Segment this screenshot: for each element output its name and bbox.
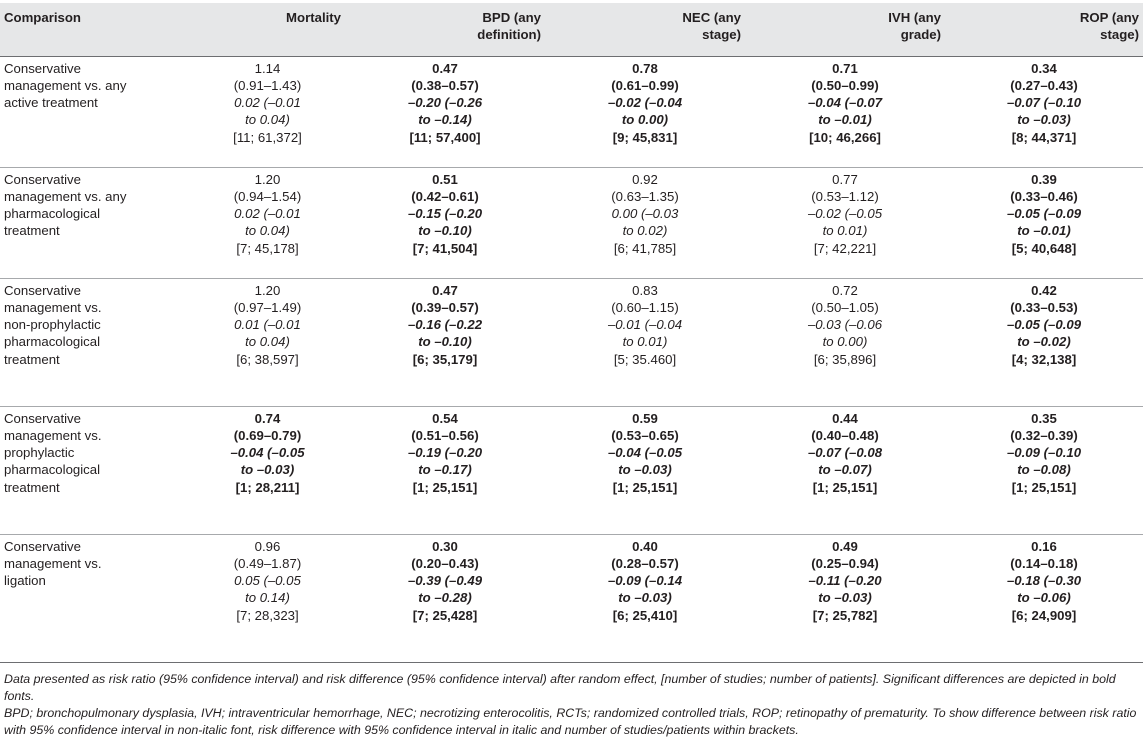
risk-difference: –0.18 (–0.30	[1006, 573, 1082, 589]
comparison-cell	[0, 167, 190, 278]
value-cell	[190, 534, 345, 652]
comparison-line: Conservative	[4, 538, 81, 554]
risk-ratio-ci: (0.28–0.57)	[611, 555, 679, 571]
risk-ratio: 0.92	[632, 171, 658, 187]
study-count: [11; 57,400]	[409, 129, 481, 145]
risk-difference: –0.15 (–0.20	[407, 206, 483, 222]
risk-difference: 0.05 (–0.05	[234, 573, 301, 589]
study-count: [6; 38,597]	[236, 351, 299, 367]
risk-ratio: 0.40	[632, 538, 658, 554]
study-count: [5; 40,648]	[1011, 240, 1077, 256]
value-cell	[745, 56, 945, 167]
study-count: [11; 61,372]	[233, 129, 302, 145]
risk-difference: –0.09 (–0.14	[607, 573, 683, 589]
risk-ratio-ci: (0.97–1.49)	[233, 299, 302, 315]
risk-difference: –0.03 (–0.06	[807, 317, 883, 333]
risk-ratio: 0.47	[432, 60, 458, 76]
risk-difference-ci: to –0.03)	[818, 590, 872, 606]
table-row	[0, 278, 1143, 406]
header-nec-line: NEC (any	[682, 10, 741, 25]
value-cell	[745, 534, 945, 652]
table-row	[0, 56, 1143, 167]
study-count: [6; 24,909]	[1011, 607, 1077, 623]
comparison-line: active treatment	[4, 95, 98, 111]
value-cell	[345, 56, 545, 167]
header-ivh-line: IVH (any	[888, 10, 941, 25]
risk-ratio: 0.72	[832, 282, 858, 298]
risk-difference: –0.05 (–0.09	[1006, 317, 1082, 333]
risk-difference: –0.07 (–0.08	[807, 445, 883, 461]
risk-ratio: 0.78	[632, 60, 658, 76]
comparison-line: Conservative	[4, 282, 81, 298]
risk-ratio-ci: (0.20–0.43)	[411, 555, 479, 571]
risk-ratio: 0.77	[832, 171, 858, 187]
risk-difference-ci: to –0.03)	[240, 462, 295, 478]
risk-difference-ci: to –0.01)	[1017, 223, 1071, 239]
risk-difference-ci: to 0.04)	[245, 334, 290, 350]
table-row	[0, 406, 1143, 534]
comparison-line: treatment	[4, 479, 60, 495]
risk-difference: –0.04 (–0.07	[807, 95, 883, 111]
risk-ratio-ci: (0.69–0.79)	[233, 427, 302, 443]
comparison-line: prophylactic	[4, 445, 75, 461]
risk-difference-ci: to –0.07)	[818, 462, 872, 478]
study-count: [7; 45,178]	[236, 240, 299, 256]
risk-ratio-ci: (0.25–0.94)	[811, 555, 879, 571]
comparison-cell	[0, 56, 190, 167]
table-row	[0, 167, 1143, 278]
comparison-line: Conservative	[4, 171, 81, 187]
risk-ratio-ci: (0.61–0.99)	[611, 77, 679, 93]
study-count: [6; 25,410]	[612, 607, 678, 623]
comparison-cell	[0, 278, 190, 406]
risk-ratio-ci: (0.33–0.53)	[1010, 299, 1078, 315]
risk-ratio: 0.74	[254, 410, 281, 426]
risk-difference-ci: to –0.17)	[418, 462, 472, 478]
value-cell	[345, 534, 545, 652]
risk-ratio: 0.30	[432, 538, 458, 554]
table-bottom-rule	[0, 662, 1143, 663]
comparison-line: ligation	[4, 573, 46, 589]
risk-ratio-ci: (0.33–0.46)	[1010, 188, 1078, 204]
risk-ratio: 0.54	[432, 410, 458, 426]
header-nec-line: stage)	[702, 27, 741, 43]
risk-difference-ci: to 0.00)	[621, 112, 669, 128]
comparison-line: treatment	[4, 351, 60, 367]
risk-ratio-ci: (0.53–1.12)	[811, 188, 879, 204]
risk-difference: –0.39 (–0.49	[407, 573, 483, 589]
header-mortality: Mortality	[286, 10, 341, 25]
risk-difference-ci: to –0.03)	[1017, 112, 1071, 128]
header-row	[0, 3, 1143, 56]
comparison-line: management vs.	[4, 427, 102, 443]
value-cell	[545, 167, 745, 278]
table-body	[0, 56, 1143, 652]
risk-difference: –0.16 (–0.22	[407, 317, 483, 333]
risk-difference-ci: to –0.01)	[818, 112, 872, 128]
risk-ratio-ci: (0.14–0.18)	[1010, 555, 1078, 571]
risk-difference-ci: to –0.08)	[1017, 462, 1071, 478]
comparison-line: non-prophylactic	[4, 317, 101, 333]
comparison-cell	[0, 534, 190, 652]
risk-ratio-ci: (0.63–1.35)	[611, 188, 679, 204]
risk-difference-ci: to 0.04)	[245, 112, 290, 128]
risk-ratio: 0.16	[1031, 538, 1057, 554]
value-cell	[745, 278, 945, 406]
study-count: [4; 32,138]	[1011, 351, 1077, 367]
study-count: [9; 45,831]	[612, 129, 678, 145]
risk-ratio: 0.96	[254, 538, 281, 554]
study-count: [10; 46,266]	[809, 129, 881, 145]
risk-ratio-ci: (0.50–1.05)	[811, 299, 879, 315]
value-cell	[345, 278, 545, 406]
risk-difference-ci: to –0.14)	[418, 112, 472, 128]
comparison-line: treatment	[4, 223, 60, 239]
risk-ratio-ci: (0.32–0.39)	[1010, 427, 1078, 443]
risk-ratio-ci: (0.91–1.43)	[233, 77, 302, 93]
risk-difference: –0.02 (–0.04	[607, 95, 683, 111]
comparison-line: Conservative	[4, 410, 81, 426]
value-cell	[945, 167, 1143, 278]
risk-difference: 0.02 (–0.01	[234, 95, 301, 111]
risk-ratio-ci: (0.60–1.15)	[611, 299, 679, 315]
value-cell	[345, 167, 545, 278]
risk-ratio-ci: (0.39–0.57)	[411, 299, 479, 315]
header-bpd	[345, 3, 545, 56]
value-cell	[945, 56, 1143, 167]
risk-difference: –0.04 (–0.05	[607, 445, 683, 461]
risk-difference: –0.02 (–0.05	[807, 206, 883, 222]
comparison-cell	[0, 406, 190, 534]
comparison-line: management vs. any	[4, 77, 127, 93]
comparison-line: management vs.	[4, 299, 102, 315]
risk-ratio: 0.47	[432, 282, 458, 298]
header-bpd-line: BPD (any	[482, 10, 541, 25]
header-ivh	[745, 3, 945, 56]
risk-ratio-ci: (0.40–0.48)	[811, 427, 879, 443]
study-count: [7; 25,782]	[812, 607, 878, 623]
value-cell	[190, 56, 345, 167]
footnote-data: Data presented as risk ratio (95% confidence interval) and risk difference (95% confidence interval) after random effect, [number of studies; number of patients]. Significant differences are depicted in bold fonts.	[4, 672, 1116, 703]
value-cell	[545, 56, 745, 167]
risk-difference-ci: to 0.01)	[622, 334, 668, 350]
risk-difference: 0.01 (–0.01	[234, 317, 301, 333]
value-cell	[190, 278, 345, 406]
risk-difference-ci: to –0.28)	[418, 590, 472, 606]
value-cell	[945, 534, 1143, 652]
study-count: [5; 35.460]	[613, 351, 677, 367]
value-cell	[345, 406, 545, 534]
value-cell	[745, 167, 945, 278]
risk-ratio: 0.83	[632, 282, 658, 298]
study-count: [1; 25,151]	[612, 479, 678, 495]
risk-ratio: 1.20	[254, 171, 281, 187]
risk-ratio: 0.34	[1031, 60, 1057, 76]
value-cell	[545, 534, 745, 652]
risk-difference: –0.05 (–0.09	[1006, 206, 1082, 222]
risk-ratio: 0.35	[1031, 410, 1057, 426]
risk-difference-ci: to –0.03)	[618, 590, 672, 606]
comparison-line: management vs.	[4, 555, 102, 571]
risk-difference-ci: to –0.10)	[418, 223, 472, 239]
footnote-abbreviations: BPD; bronchopulmonary dysplasia, IVH; intraventricular hemorrhage, NEC; necrotizing enterocolitis, RCTs; randomized controlled trials, ROP; retinopathy of prematurity. To show difference between risk ratio with 95% confidence interval in non-italic font, risk difference with 95% confidence interval in italic and number of studies/patients within brackets.	[4, 706, 1137, 737]
study-count: [1; 25,151]	[412, 479, 478, 495]
risk-ratio: 0.49	[832, 538, 858, 554]
risk-ratio-ci: (0.42–0.61)	[411, 188, 479, 204]
study-count: [7; 41,504]	[412, 240, 478, 256]
risk-difference-ci: to –0.02)	[1017, 334, 1071, 350]
study-count: [7; 42,221]	[813, 240, 877, 256]
table-row	[0, 534, 1143, 652]
risk-difference: 0.02 (–0.01	[234, 206, 301, 222]
results-table	[0, 3, 1143, 652]
risk-difference: –0.04 (–0.05	[230, 445, 305, 461]
risk-difference-ci: to 0.04)	[245, 223, 290, 239]
study-count: [1; 25,151]	[812, 479, 878, 495]
study-count: [6; 41,785]	[613, 240, 677, 256]
comparison-line: pharmacological	[4, 462, 101, 478]
risk-ratio-ci: (0.94–1.54)	[233, 188, 302, 204]
risk-ratio-ci: (0.27–0.43)	[1010, 77, 1078, 93]
risk-ratio-ci: (0.38–0.57)	[411, 77, 479, 93]
value-cell	[545, 406, 745, 534]
risk-difference-ci: to 0.00)	[822, 334, 868, 350]
comparison-line: pharmacological	[4, 334, 101, 350]
risk-ratio-ci: (0.51–0.56)	[411, 427, 479, 443]
value-cell	[190, 167, 345, 278]
study-count: [7; 25,428]	[412, 607, 478, 623]
study-count: [8; 44,371]	[1011, 129, 1077, 145]
risk-ratio: 0.59	[632, 410, 658, 426]
header-rop-line: ROP (any	[1079, 10, 1139, 25]
value-cell	[190, 406, 345, 534]
risk-difference-ci: to –0.10)	[418, 334, 472, 350]
risk-difference: 0.00 (–0.03	[611, 206, 679, 222]
risk-ratio-ci: (0.49–1.87)	[233, 555, 302, 571]
risk-ratio: 1.20	[254, 282, 281, 298]
header-bpd-line: definition)	[477, 27, 541, 43]
study-count: [1; 25,151]	[1011, 479, 1077, 495]
value-cell	[745, 406, 945, 534]
risk-difference: –0.20 (–0.26	[407, 95, 483, 111]
value-cell	[945, 406, 1143, 534]
comparison-line: Conservative	[4, 60, 81, 76]
risk-ratio-ci: (0.50–0.99)	[811, 77, 879, 93]
risk-difference-ci: to 0.02)	[622, 223, 668, 239]
risk-difference-ci: to 0.14)	[245, 590, 290, 606]
risk-ratio: 1.14	[254, 60, 281, 76]
risk-difference: –0.11 (–0.20	[808, 573, 882, 589]
risk-difference-ci: to 0.01)	[822, 223, 868, 239]
header-nec	[545, 3, 745, 56]
risk-ratio-ci: (0.53–0.65)	[611, 427, 679, 443]
study-count: [6; 35,179]	[412, 351, 478, 367]
risk-difference: –0.19 (–0.20	[407, 445, 483, 461]
risk-difference: –0.01 (–0.04	[607, 317, 683, 333]
risk-ratio: 0.44	[832, 410, 858, 426]
header-rop-line: stage)	[1100, 27, 1139, 43]
risk-difference-ci: to –0.06)	[1017, 590, 1071, 606]
risk-difference-ci: to –0.03)	[618, 462, 672, 478]
study-count: [7; 28,323]	[236, 607, 299, 623]
risk-difference: –0.07 (–0.10	[1006, 95, 1082, 111]
value-cell	[545, 278, 745, 406]
value-cell	[945, 278, 1143, 406]
comparison-line: management vs. any	[4, 188, 127, 204]
risk-ratio: 0.71	[832, 60, 858, 76]
header-comparison: Comparison	[4, 10, 81, 25]
comparison-line: pharmacological	[4, 206, 101, 222]
study-count: [1; 28,211]	[235, 479, 300, 495]
risk-difference: –0.09 (–0.10	[1006, 445, 1082, 461]
header-rop	[945, 3, 1143, 56]
risk-ratio: 0.42	[1031, 282, 1057, 298]
study-count: [6; 35,896]	[813, 351, 877, 367]
risk-ratio: 0.39	[1031, 171, 1057, 187]
header-ivh-line: grade)	[900, 27, 941, 43]
risk-ratio: 0.51	[432, 171, 458, 187]
